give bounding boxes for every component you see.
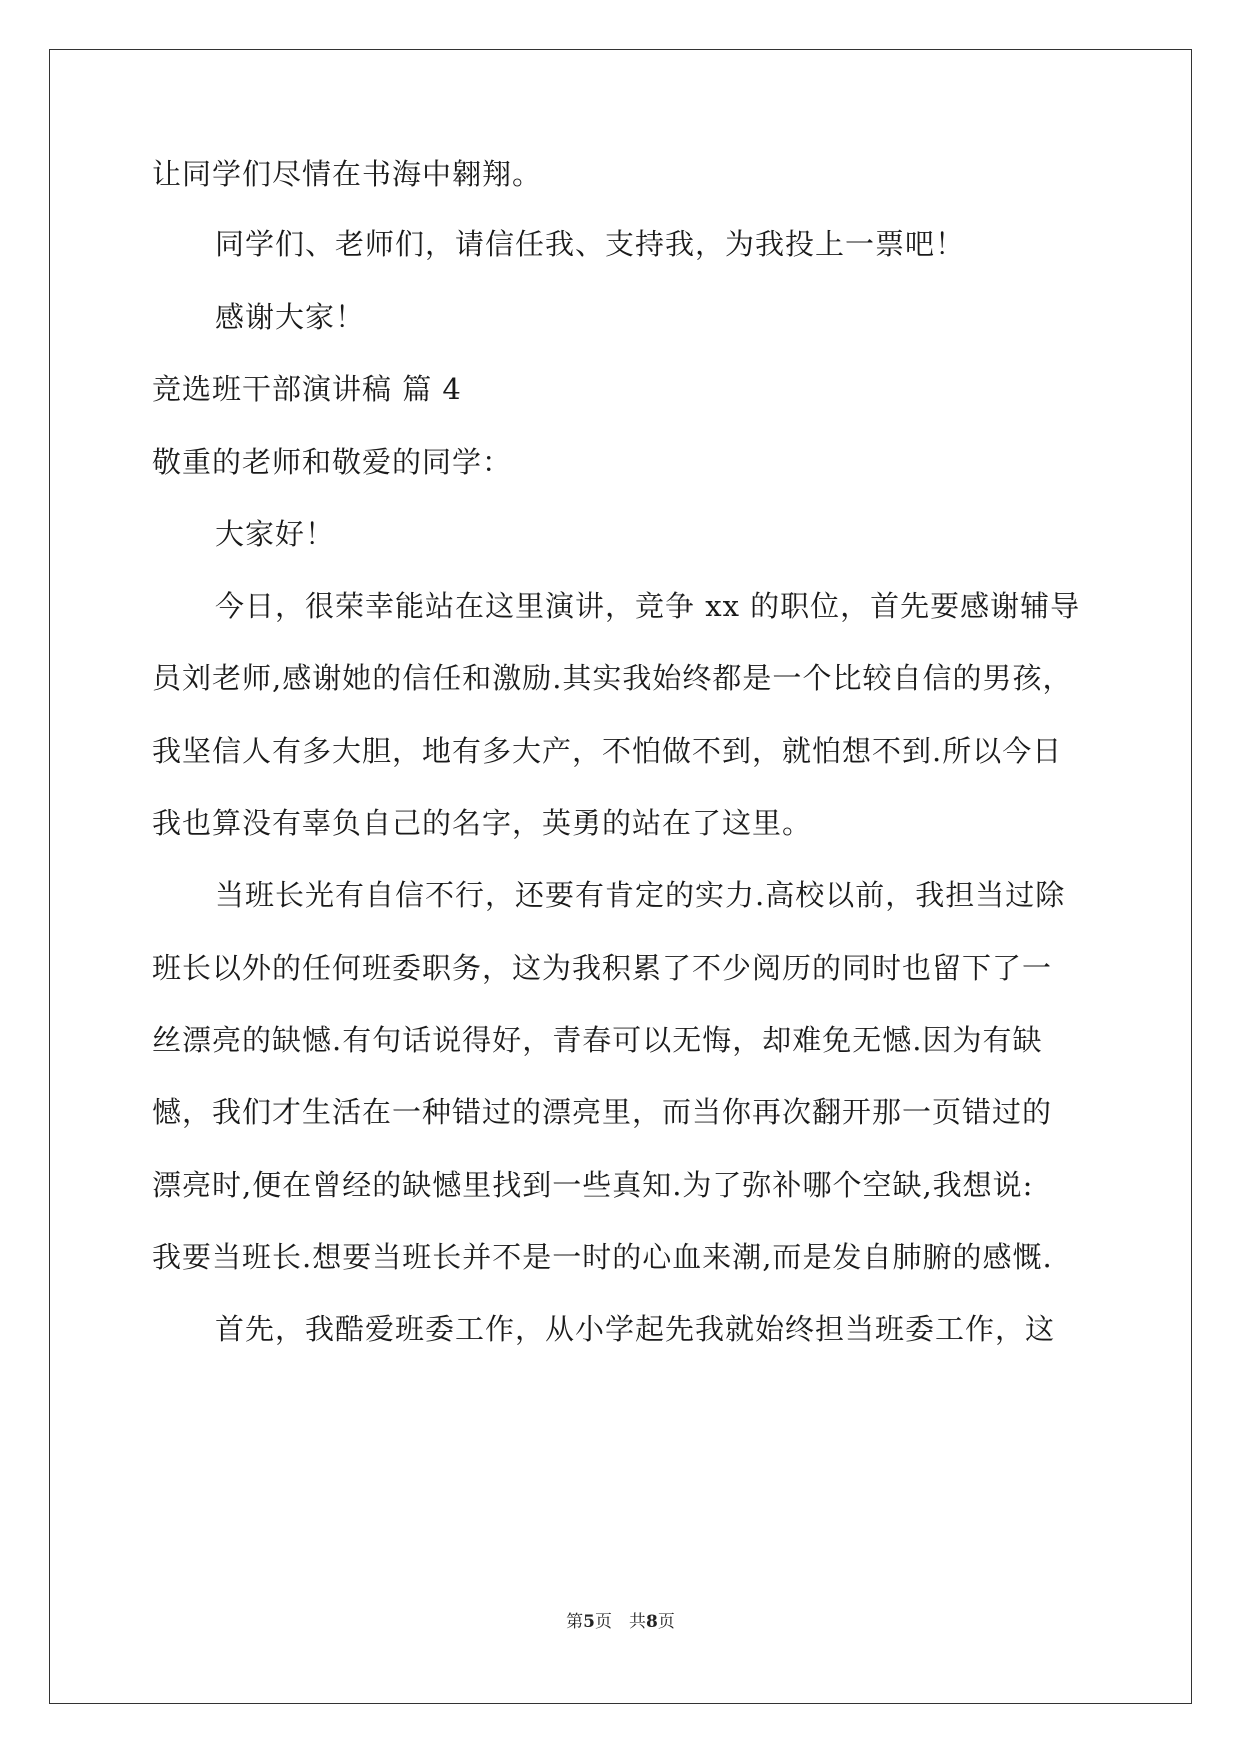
text-line: 我要当班长.想要当班长并不是一时的心血来潮,而是发自肺腑的感慨. [152,1240,1053,1274]
text-line: 当班长光有自信不行，还要有肯定的实力.高校以前，我担当过除 [215,878,1066,912]
section-heading: 竞选班干部演讲稿 篇 4 [152,372,462,406]
text-line: 让同学们尽情在书海中翱翔。 [152,157,543,191]
text-line: 员刘老师,感谢她的信任和激励.其实我始终都是一个比较自信的男孩， [152,661,1073,695]
text-line: 丝漂亮的缺憾.有句话说得好，青春可以无悔，却难免无憾.因为有缺 [152,1023,1043,1057]
salutation: 敬重的老师和敬爱的同学： [152,445,513,479]
text-line: 憾，我们才生活在一种错过的漂亮里，而当你再次翻开那一页错过的 [152,1095,1053,1129]
current-page-number: 5 [583,1612,595,1632]
footer-prefix: 第 [566,1612,584,1632]
text-line: 班长以外的任何班委职务，这为我积累了不少阅历的同时也留下了一 [152,951,1053,985]
footer-suffix: 页 [657,1612,675,1632]
text-line: 感谢大家！ [215,300,366,334]
page-footer [0,1610,1241,1634]
text-line: 今日，很荣幸能站在这里演讲，竞争 xx 的职位，首先要感谢辅导 [215,589,1081,623]
text-line: 我也算没有辜负自己的名字，英勇的站在了这里。 [152,806,813,840]
text-line: 同学们、老师们，请信任我、支持我，为我投上一票吧！ [215,227,966,261]
text-line: 大家好！ [215,517,336,551]
total-page-number: 8 [646,1612,658,1632]
footer-mid: 页 共 [595,1612,646,1632]
text-line: 首先，我酷爱班委工作，从小学起先我就始终担当班委工作，这 [215,1312,1056,1346]
text-line: 漂亮时,便在曾经的缺憾里找到一些真知.为了弥补哪个空缺,我想说: [152,1168,1034,1202]
text-line: 我坚信人有多大胆，地有多大产，不怕做不到，就怕想不到.所以今日 [152,734,1063,768]
